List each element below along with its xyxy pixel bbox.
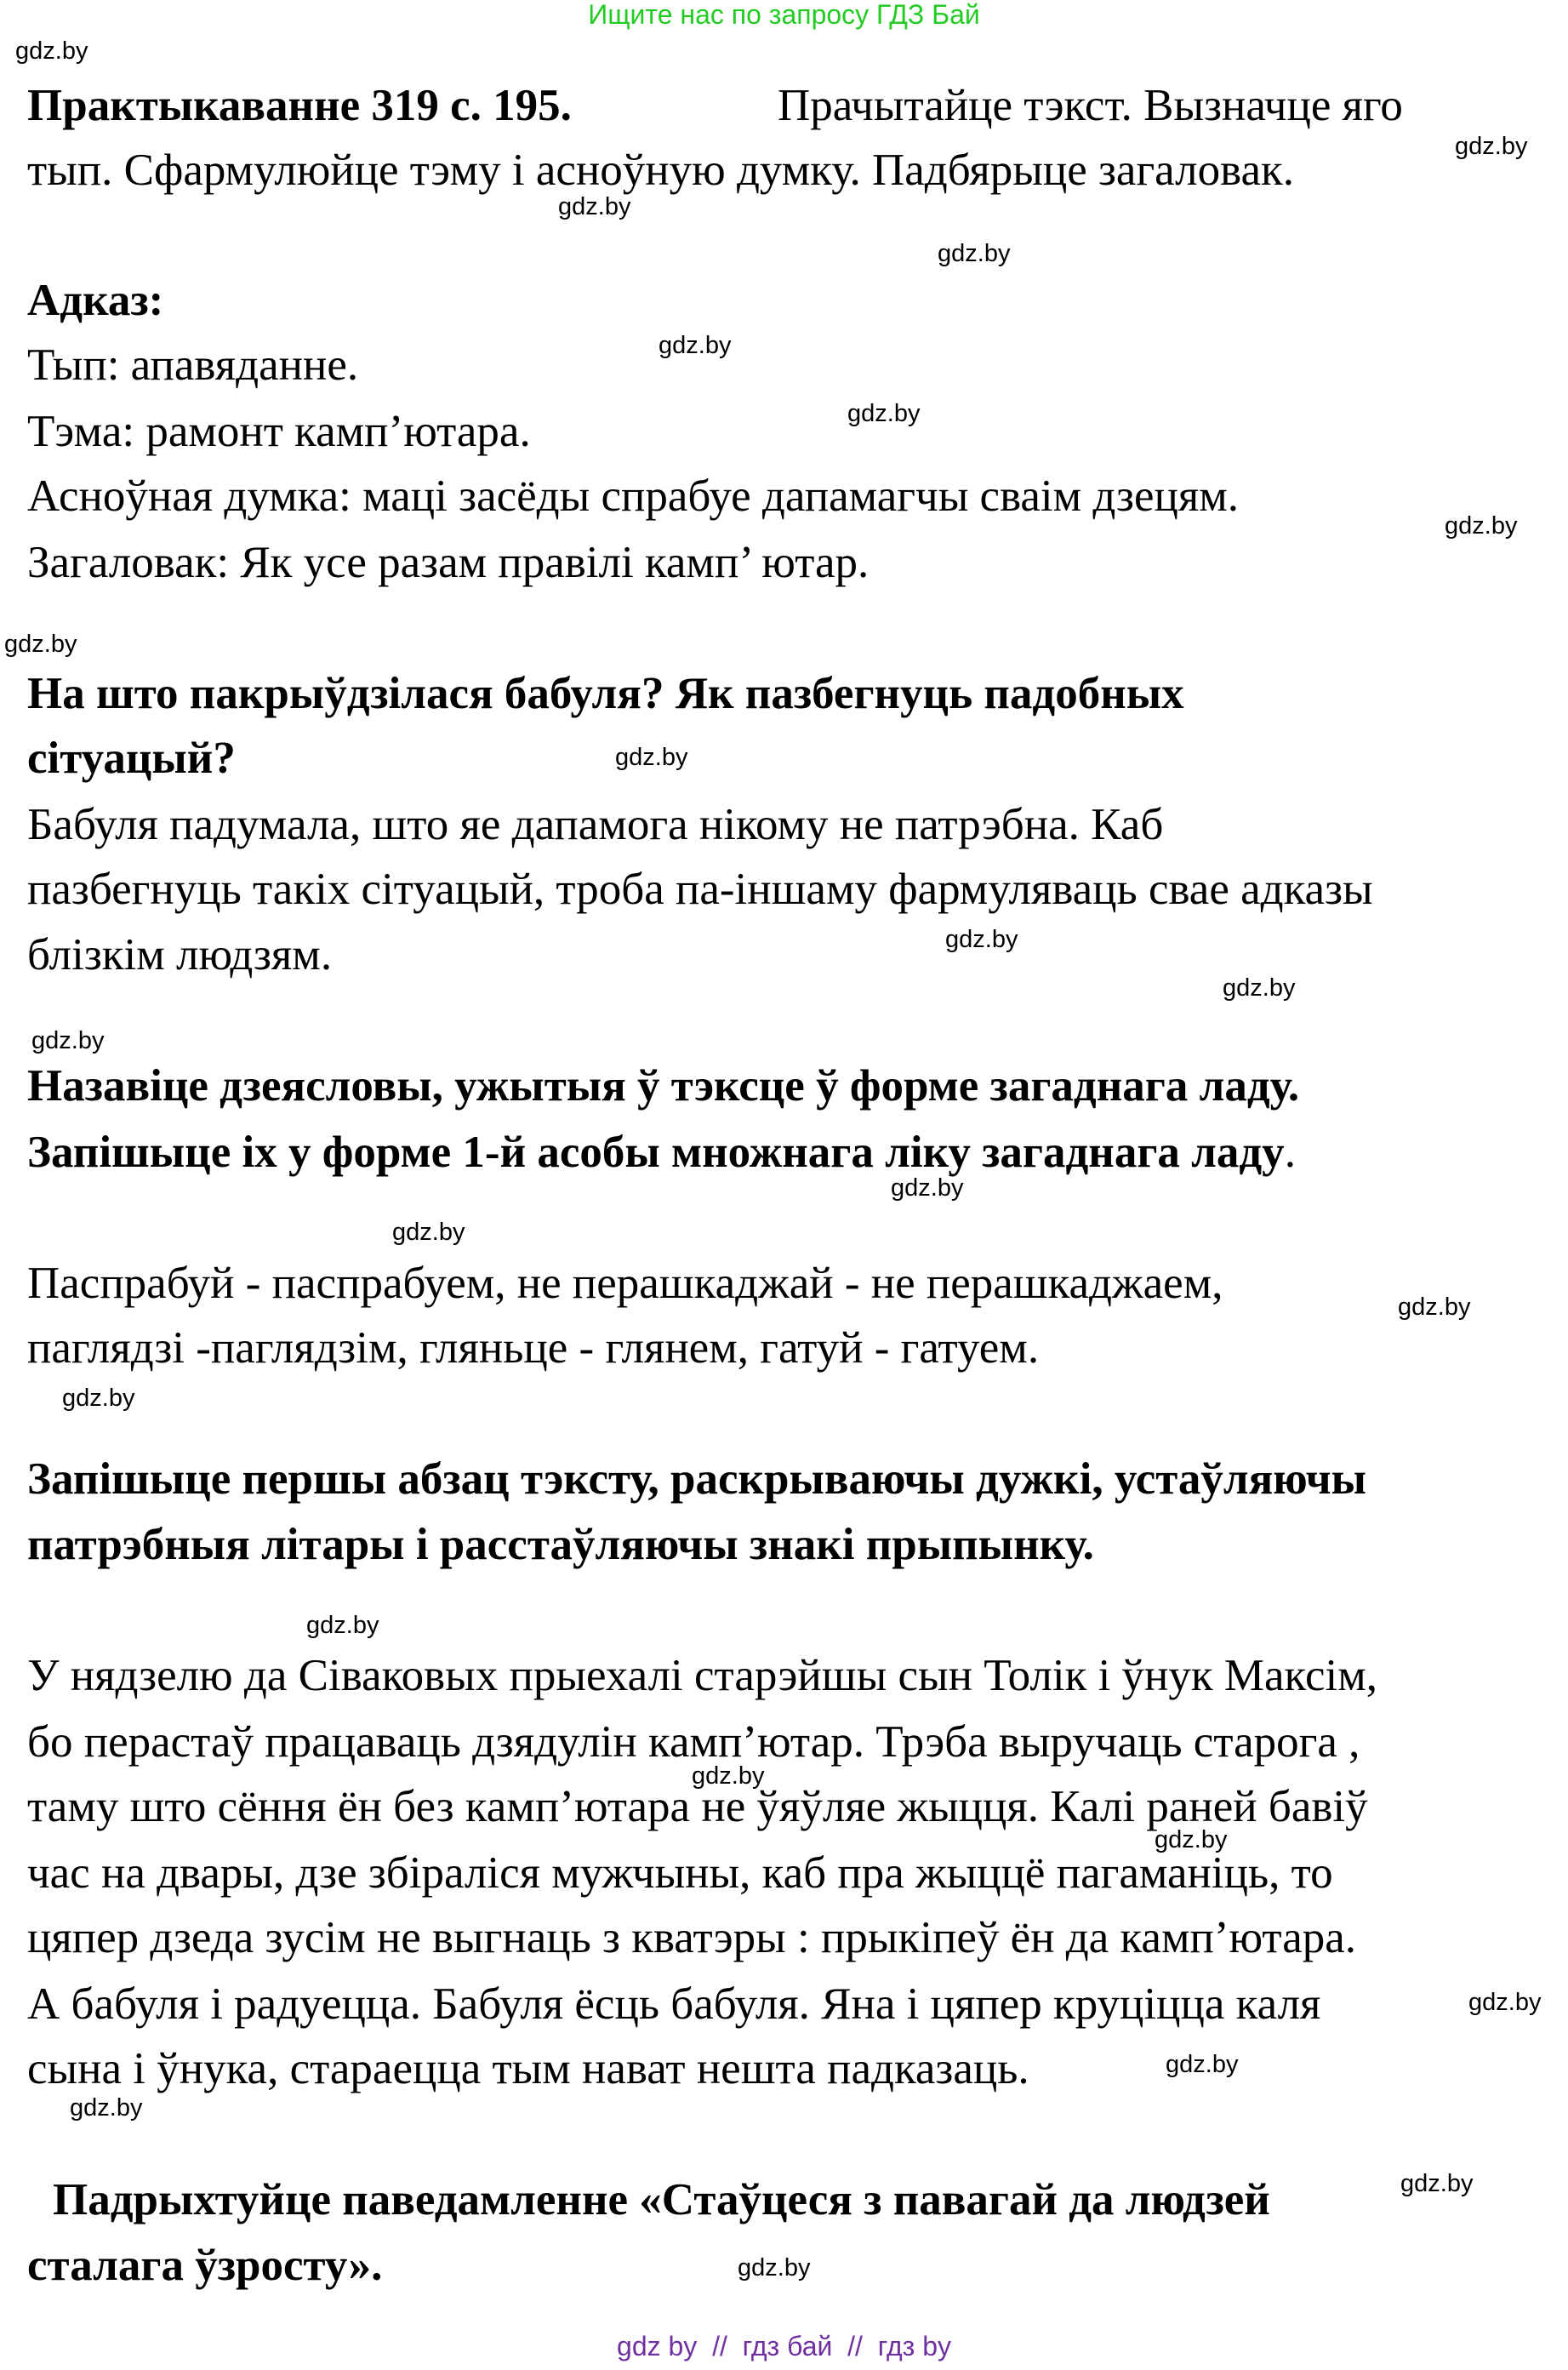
answer-main-idea: Асноўная думка: маці засёды спрабуе дапамагчы сваім дзецям.	[27, 471, 1240, 521]
watermark: gdz.by	[692, 1762, 765, 1790]
watermark: gdz.by	[659, 332, 732, 359]
answer-2-line: Паспрабуй - паспрабуем, не перашкаджай - не перашкаджаем,	[27, 1259, 1223, 1308]
question-1-cont: сітуацый?	[27, 734, 236, 783]
question-4-cont: сталага ўзросту».	[27, 2241, 383, 2290]
task-title: Практыкаванне 319 с. 195.	[27, 81, 572, 130]
answer-3-line: сына і ўнука, стараецца тым нават нешта падказаць.	[27, 2044, 1029, 2093]
footer-links[interactable]: gdz by // гдз бай // гдз by	[617, 2331, 951, 2361]
watermark: gdz.by	[1166, 2051, 1239, 2078]
answer-type: Тып: апавяданне.	[27, 340, 359, 390]
watermark: gdz.by	[891, 1174, 964, 1202]
question-3: Запішыце першы абзац тэксту, раскрываючы дужкі, устаўляючы	[27, 1454, 1367, 1504]
answer-1-line: пазбегнуць такіх сітуацый, троба па-іншаму фармуляваць свае адказы	[27, 865, 1373, 914]
answer-2-line: паглядзі -паглядзім, гляньце - глянем, гатуй - гатуем.	[27, 1323, 1040, 1373]
watermark: gdz.by	[1400, 2170, 1474, 2197]
watermark: gdz.by	[615, 744, 688, 771]
task-instruction: Прачытайце тэкст. Вызначце яго	[778, 81, 1403, 130]
question-2-period: .	[1284, 1128, 1296, 1177]
answer-theme: Тэма: рамонт камп’ютара.	[27, 407, 531, 456]
watermark: gdz.by	[1468, 1989, 1542, 2016]
answer-1-line: блізкім людзям.	[27, 930, 333, 979]
watermark: gdz.by	[62, 1385, 135, 1412]
watermark: gdz.by	[558, 193, 631, 220]
question-3-cont: патрэбныя літары і расстаўляючы знакі прыпынку.	[27, 1520, 1094, 1569]
question-2-text: Запішыце іх у форме 1-й асобы множнага ліку загаднага ладу	[27, 1128, 1285, 1177]
question-2-cont	[27, 1128, 1296, 1176]
watermark: gdz.by	[70, 2094, 143, 2122]
answer-3-line: У нядзелю да Сіваковых прыехалі старэйшы сын Толік і ўнук Максім,	[27, 1651, 1378, 1700]
watermark: gdz.by	[4, 631, 77, 658]
answer-3-line: бо перастаў працаваць дзядулін камп’ютар. Трэба выручаць старога ,	[27, 1717, 1360, 1767]
answer-title: Загаловак: Як усе разам правілі камп’ ютар.	[27, 538, 870, 587]
watermark: gdz.by	[945, 926, 1018, 953]
watermark: gdz.by	[31, 1027, 105, 1054]
question-4: Падрыхтуйце паведамленне «Стаўцеся з павагай да людзей	[53, 2175, 1270, 2224]
watermark: gdz.by	[1223, 974, 1296, 1002]
question-2: Назавіце дзеясловы, ужытыя ў тэксце ў форме загаднага ладу.	[27, 1061, 1300, 1111]
watermark: gdz.by	[1445, 512, 1518, 540]
watermark: gdz.by	[1155, 1826, 1228, 1853]
watermark: gdz.by	[938, 240, 1011, 267]
watermark: gdz.by	[15, 37, 88, 65]
answer-1-line: Бабуля падумала, што яе дапамога нікому не патрэбна. Каб	[27, 800, 1164, 849]
watermark: gdz.by	[1455, 133, 1528, 160]
watermark: gdz.by	[1398, 1294, 1471, 1321]
answer-label: Адказ:	[27, 276, 164, 325]
search-banner[interactable]: Ищите нас по запросу ГДЗ Бай	[588, 0, 980, 30]
watermark: gdz.by	[306, 1612, 379, 1639]
watermark: gdz.by	[392, 1219, 465, 1246]
answer-3-line: А бабуля і радуецца. Бабуля ёсць бабуля. Яна і цяпер круціцца каля	[27, 1979, 1321, 2029]
answer-3-line: час на двары, дзе збіраліся мужчыны, каб пра жыццё пагаманіць, то	[27, 1848, 1333, 1898]
answer-3-line: таму што сёння ён без камп’ютара не ўяўляе жыцця. Калі раней бавіў	[27, 1782, 1368, 1831]
answer-3-line: цяпер дзеда зусім не выгнаць з кватэры : прыкіпеў ён да камп’ютара.	[27, 1913, 1356, 1962]
question-1: На што пакрыўдзілася бабуля? Як пазбегнуць падобных	[27, 669, 1184, 718]
watermark: gdz.by	[738, 2254, 811, 2281]
task-instruction-cont: тып. Сфармулюйце тэму і асноўную думку. Падбярыце загаловак.	[27, 146, 1294, 195]
watermark: gdz.by	[847, 400, 921, 427]
